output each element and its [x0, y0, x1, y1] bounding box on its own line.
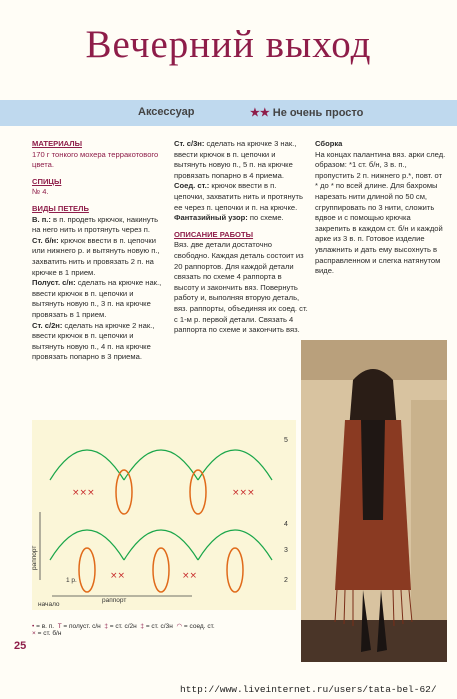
row-number: 2 — [284, 577, 288, 584]
difficulty-text: Не очень просто — [272, 107, 364, 119]
model-photo — [301, 340, 447, 662]
loop-item: Ст. с/2н: сделать на крючке 2 нак., ввести крючок в п. цепочки и вытянуть новую п., 4 п. на крючке провязать попарно в 3 приема. — [32, 320, 155, 362]
legend-item: ‡ = ст. с/3н — [140, 623, 173, 630]
category-label: Аксессуар — [138, 106, 195, 118]
column-right — [315, 139, 447, 277]
loop-item: Ст. с/3н: сделать на крючке 3 нак., ввести крючок в п. цепочки и вытянуть новую п., 5 п. на крючке провязать попарно в 4 приема. — [174, 139, 297, 180]
description-text: Вяз. две детали достаточно свободно. Каждая деталь состоит из 20 раппортов. Для каждой детали связать по схеме 4 раппорта в высоту и закончить вяз. Повернуть работу и, выполняя вторую деталь, вяз. раппорты, объединяя их соед. ст. с 1-м р. первой детали. Связать 4 раппорта по схеме и закончить вяз. — [174, 240, 308, 335]
crochet-diagram — [32, 420, 296, 610]
legend-item: × = ст. б/н — [32, 630, 62, 637]
loop-item: В. п.: в п. продеть крючок, накинуть на него нить и протянуть через п. — [32, 214, 159, 235]
sc-mark: ××× — [72, 488, 95, 498]
start-label: начало — [38, 601, 60, 608]
row-number: 4 — [284, 521, 288, 528]
loops-heading: ВИДЫ ПЕТЕЛЬ — [32, 203, 89, 213]
sc-mark: ×× — [182, 571, 198, 581]
page-title: Вечерний выход — [85, 23, 372, 66]
row-number: 5 — [284, 437, 288, 444]
legend-item: • = в. п. — [32, 623, 55, 630]
legend-item: ‡ = ст. с/2н — [104, 623, 137, 630]
assembly-text: На концах палантина вяз. арки след. образом: *1 ст. б/н, 3 в. п., пропустить 2 п. нижнего р.*, повт. от * до * по всей длине. Для бахромы нарезать нити длиной по 50 см, сгруппировать по 3 нити, сложить вдвое и с помощью крючка закрепить в каждом ст. б/н и каждой арке из 3 в. п. Готовое изделие увлажнить и дать ему высохнуть в расправленном и слегка натянутом виде. — [315, 149, 446, 276]
loop-item: Полуст. с/н: сделать на крючке нак., ввести крючок в п. цепочки и вытянуть новую п., 3 п. на крючке провязать в 1 прием. — [32, 278, 162, 319]
needles-text: № 4. — [32, 187, 49, 197]
column-middle — [174, 139, 308, 336]
legend — [32, 622, 296, 640]
loop-item: Фантазийный узор: по схеме. — [174, 213, 284, 223]
needles-heading: СПИЦЫ — [32, 176, 62, 186]
rapport-horizontal-label: раппорт — [102, 597, 127, 604]
difficulty-label — [250, 106, 363, 119]
loop-item: Соед. ст.: крючок ввести в п. цепочки, захватить нить и протянуть ее через п. цепочки и п. на крючке. — [174, 181, 303, 212]
sc-mark: ×× — [110, 571, 126, 581]
footer-url[interactable]: http://www.liveinternet.ru/users/tata-bel-62/ — [180, 684, 437, 695]
rapport-vertical-label: раппорт — [31, 545, 38, 570]
sc-mark: ××× — [232, 488, 255, 498]
page-number: 25 — [14, 640, 27, 652]
description-heading: ОПИСАНИЕ РАБОТЫ — [174, 229, 254, 239]
loop-item: Ст. б/н: крючок ввести в п. цепочки или нижнего р. и вытянуть новую п., захватить нить и провязать 2 п. на крючке в 1 прием. — [32, 235, 160, 277]
assembly-heading: Сборка — [315, 139, 343, 148]
difficulty-stars: ★★ — [250, 107, 270, 119]
materials-heading: МАТЕРИАЛЫ — [32, 139, 82, 148]
legend-item: T = полуст. с/н — [57, 623, 101, 630]
legend-item: ◠ = соед. ст. — [176, 623, 215, 630]
info-bar — [0, 100, 457, 126]
row-number: 3 — [284, 547, 288, 554]
row1-label: 1 р. — [66, 577, 77, 584]
column-left — [32, 139, 166, 363]
materials-text: 170 г тонкого мохера терракотового цвета. — [32, 149, 159, 170]
